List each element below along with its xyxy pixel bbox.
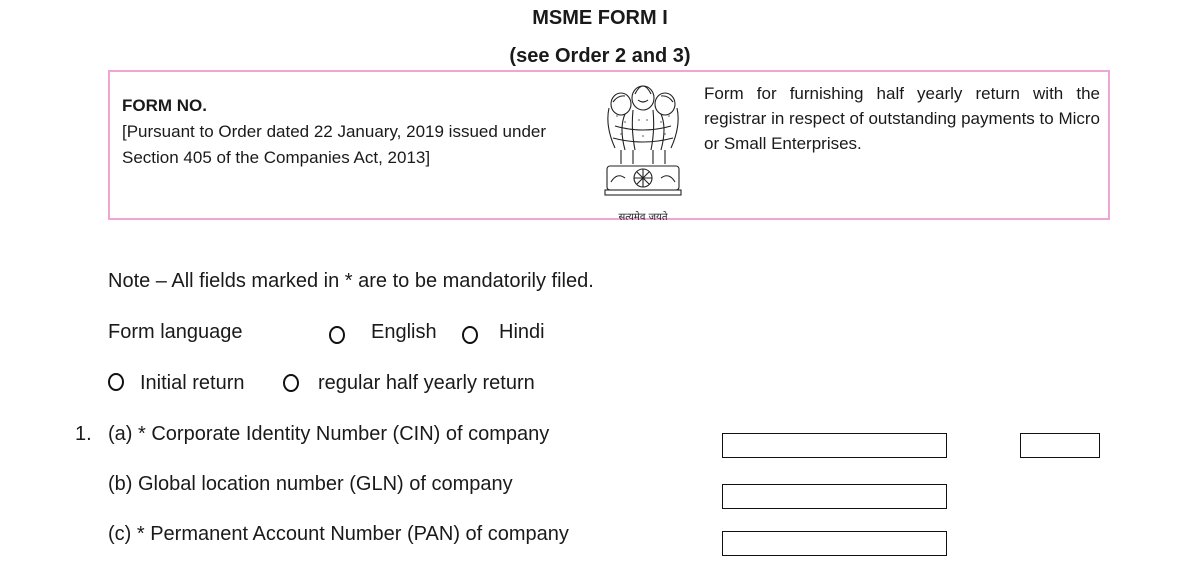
language-hindi-radio[interactable] — [462, 326, 478, 344]
language-english-radio[interactable] — [329, 326, 345, 344]
form-title: MSME FORM I — [532, 7, 668, 29]
form-subtitle: (see Order 2 and 3) — [509, 45, 691, 67]
pursuant-text: [Pursuant to Order dated 22 January, 2019 issued under Section 405 of the Companies Act, 2013] — [122, 122, 547, 167]
mandatory-note: Note – All fields marked in * are to be mandatorily filed. — [108, 270, 594, 292]
initial-return-radio[interactable] — [108, 373, 124, 391]
cin-label: (a) * Corporate Identity Number (CIN) of company — [108, 423, 550, 445]
gln-label: (b) Global location number (GLN) of company — [108, 473, 513, 495]
question-number: 1. — [75, 423, 92, 445]
cin-input[interactable] — [722, 433, 947, 458]
cin-prefill-button[interactable] — [1020, 433, 1100, 458]
form-no-label: FORM NO. — [122, 96, 207, 115]
regular-return-label: regular half yearly return — [318, 372, 535, 394]
pan-input[interactable] — [722, 531, 947, 556]
form-language-label: Form language — [108, 321, 243, 343]
pan-label: (c) * Permanent Account Number (PAN) of company — [108, 523, 569, 545]
form-description: Form for furnishing half yearly return with the registrar in respect of outstanding payments to Micro or Small Enterprises. — [704, 84, 1100, 153]
emblem-motto: सत्यमेव जयते — [618, 212, 668, 223]
regular-return-radio[interactable] — [283, 374, 299, 392]
language-english-label: English — [371, 321, 437, 343]
initial-return-label: Initial return — [140, 372, 245, 394]
national-emblem-icon — [595, 76, 691, 226]
language-hindi-label: Hindi — [499, 321, 545, 343]
gln-input[interactable] — [722, 484, 947, 509]
